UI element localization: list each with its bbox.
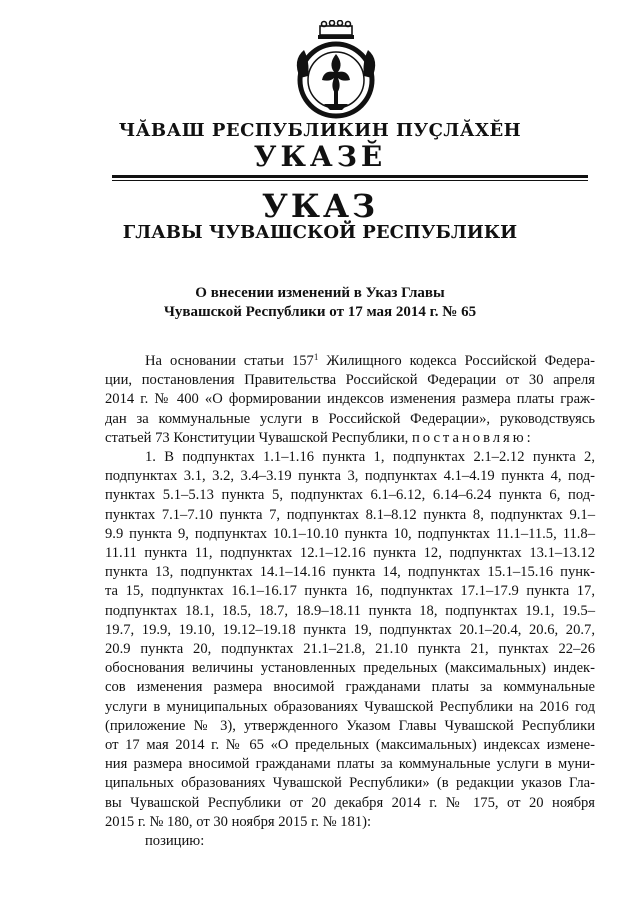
text-line: пунктах 7.1–7.10 пункта 7, подпунктах 8.1–8.12 пункта 8, подпунктах 9.1–: [105, 506, 595, 523]
text-line: 11.11 пункта 11, подпунктах 12.1–12.16 пункта 12, подпунктах 13.1–13.12: [105, 545, 595, 562]
text-span-spaced: постановляю:: [411, 429, 534, 446]
document-body: [105, 352, 595, 851]
text-line: 19.7, 19.9, 19.10, 19.12–19.18 пункта 19, подпунктах 20.1–20.4, 20.6, 20.7,: [105, 621, 595, 638]
text-line: обоснования величины установленных предельных (максимальных) индек-: [105, 660, 595, 677]
text-line: подпунктах 18.1, 18.5, 18.7, 18.9–18.11 пункта 18, подпунктах 19.1, 19.5–: [105, 602, 595, 619]
text-line: вы Чувашской Республики от 20 декабря 2014 г. № 175, от 20 ноября: [105, 794, 595, 811]
text-line: 2015 г. № 180, от 30 ноября 2015 г. № 181):: [105, 813, 372, 830]
text-line: ния размера вносимой гражданами платы за коммунальные услуги в муни-: [105, 756, 595, 773]
paragraph-preamble: [105, 352, 595, 448]
text-line: пунктах 5.1–5.13 пункта 5, подпунктах 6.1–6.12, 6.14–6.24 пункта 6, под-: [105, 487, 595, 504]
text-line: ципальных образованиях Чувашской Республики» (в редакции указов Гла-: [105, 775, 595, 792]
text-line: от 17 мая 2014 г. № 65 «О предельных (максимальных) индексах измене-: [105, 737, 595, 754]
text-line: сов изменения размера вносимой гражданами платы за коммунальные: [105, 679, 595, 696]
document-title-line: Чувашской Республики от 17 мая 2014 г. № 65: [163, 304, 477, 320]
header-rule-thin: [112, 180, 588, 181]
text-line: дан за коммунальные услуги в Российской Федерации», руководствуясь: [105, 410, 595, 427]
text-line: 20.9 пункта 20, подпунктах 21.1–21.8, 21.10 пункта 21, пунктах 22–26: [105, 641, 595, 658]
header-chuvash-line: ЧӐВАШ РЕСПУБЛИКИН ПУҪЛӐХӖН: [118, 120, 522, 141]
text-span: Жилищного кодекса Российской Федера-: [318, 353, 595, 369]
text-line: 9.9 пункта 9, подпунктах 10.1–10.10 пункта 10, подпунктах 11.1–11.5, 11.8–: [105, 525, 595, 542]
header-russian-subtitle: ГЛАВЫ ЧУВАШСКОЙ РЕСПУБЛИКИ: [122, 222, 518, 243]
text-line: позицию:: [145, 833, 205, 850]
document-title: [0, 284, 640, 322]
text-span: На основании статьи 157: [145, 353, 314, 369]
text-line: ции, постановления Правительства Российской Федерации от 30 апреля: [105, 372, 595, 389]
header-russian-title: УКАЗ: [261, 187, 379, 225]
superscript: 1: [313, 352, 319, 362]
text-line: услуги в муниципальных образованиях Чувашской Республики на 2016 год: [105, 698, 595, 715]
text-line: подпунктах 3.1, 3.2, 3.4–3.19 пункта 3, подпунктах 4.1–4.19 пункта 4, под-: [105, 468, 595, 485]
text-line: [105, 352, 595, 371]
document-title-line: О внесении изменений в Указ Главы: [195, 285, 445, 301]
text-line: [105, 429, 595, 448]
header-chuvash-title: УКАЗӖ: [253, 140, 387, 173]
paragraph-position: [105, 832, 595, 851]
text-span: статьей 73 Конституции Чувашской Республики,: [105, 429, 409, 446]
text-line: 2014 г. № 400 «О формировании индексов изменения размера платы граж-: [105, 391, 595, 408]
coat-of-arms-icon: [290, 20, 382, 120]
text-line: 1. В подпунктах 1.1–1.16 пункта 1, подпунктах 2.1–2.12 пункта 2,: [145, 449, 595, 466]
text-line: (приложение № 3), утвержденного Указом Главы Чувашской Республики: [105, 717, 595, 734]
paragraph-item-1: [105, 448, 595, 832]
text-line: та 15, подпунктах 16.1–16.17 пункта 16, подпунктах 17.1–17.9 пункта 17,: [105, 583, 595, 600]
header-rule-thick: [112, 175, 588, 178]
text-line: пункта 13, подпунктах 14.1–14.16 пункта 14, подпунктах 15.1–15.16 пунк-: [105, 564, 595, 581]
